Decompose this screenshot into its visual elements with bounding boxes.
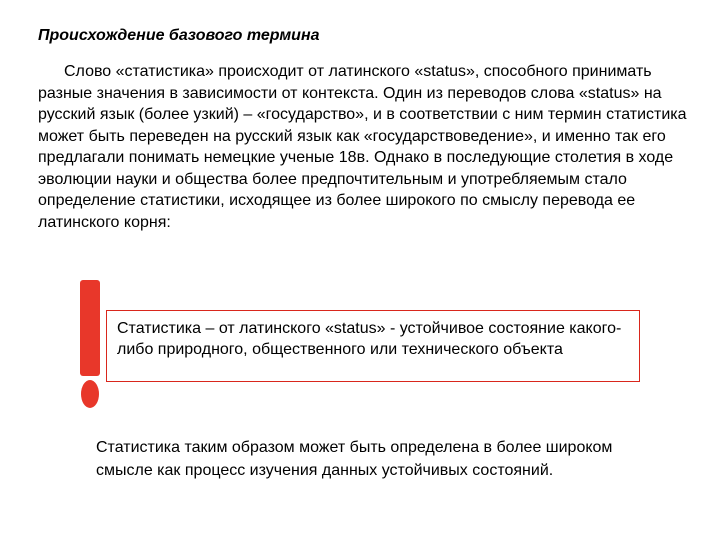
definition-box — [106, 310, 640, 382]
definition-text: Статистика – от латинского «status» - устойчивое состояние какого-либо природного, общественного или технического объекта — [117, 320, 622, 358]
intro-paragraph: Слово «статистика» происходит от латинского «status», способного принимать разные значения в зависимости от контекста. Один из переводов слова «status» на русский язык (более узкий) – «государство», и в соответствии с ним термин статистика может быть переведен на русский язык как «государствоведение», и именно так его предлагали понимать немецкие ученые 18в. Однако в последующие столетия в ходе эволюции науки и общества более предпочтительным и употребляемым стало определение статистики, исходящее из более широкого по смыслу перевода ее латинского корня: — [38, 63, 687, 231]
exclamation-bar — [80, 280, 100, 376]
page-title: Происхождение базового термина — [38, 27, 320, 44]
exclamation-mark-icon — [80, 280, 100, 410]
exclamation-dot — [81, 380, 99, 408]
conclusion-paragraph: Статистика таким образом может быть определена в более широком смысле как процесс изучения данных устойчивых состояний. — [96, 439, 613, 479]
